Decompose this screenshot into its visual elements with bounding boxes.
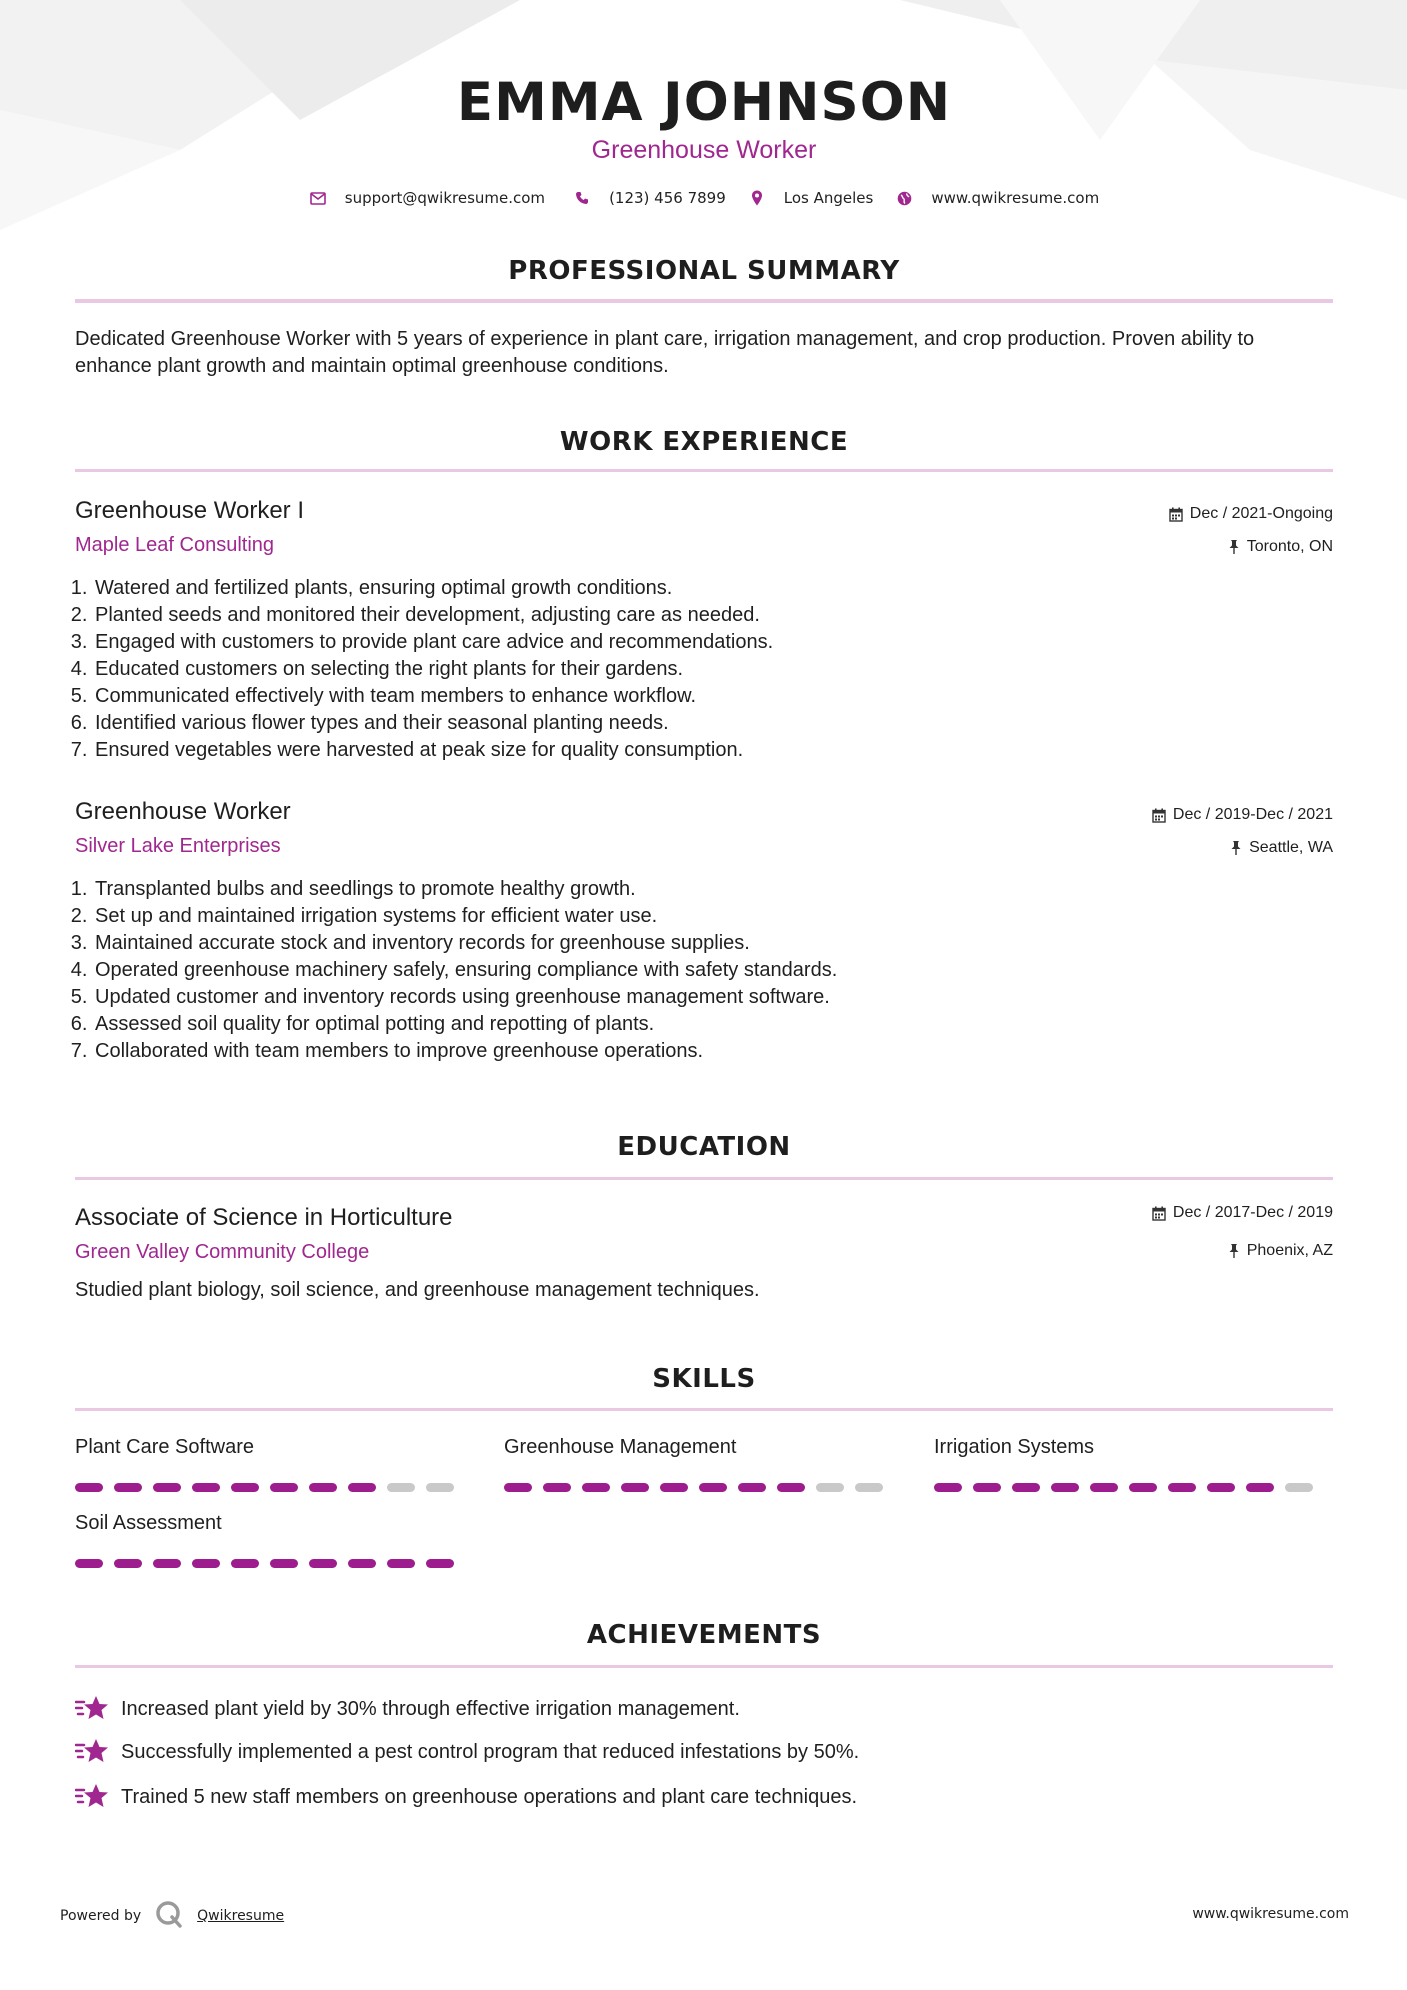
skill-label: Plant Care Software bbox=[75, 1436, 254, 1458]
achievements-heading: ACHIEVEMENTS bbox=[586, 1620, 822, 1650]
contact-website-text: www.qwikresume.com bbox=[931, 189, 1100, 207]
skill-dash-filled bbox=[1051, 1483, 1079, 1492]
duty-item: 2. Planted seeds and monitored their development, adjusting care as needed. bbox=[93, 602, 773, 629]
skill-dash-empty bbox=[387, 1483, 415, 1492]
job-2-dates bbox=[1152, 806, 1333, 824]
duty-item: 4. Educated customers on selecting the right plants for their gardens. bbox=[93, 656, 773, 683]
skill-dash-filled bbox=[387, 1559, 415, 1568]
skill-dash-filled bbox=[699, 1483, 727, 1492]
calendar-icon bbox=[1152, 808, 1166, 823]
job-1-dates bbox=[1169, 505, 1333, 523]
pushpin-icon bbox=[1230, 840, 1242, 856]
education-school: Green Valley Community College bbox=[75, 1241, 370, 1263]
contact-phone[interactable] bbox=[573, 189, 726, 207]
education-divider bbox=[75, 1177, 1333, 1180]
job-2-dates-text: Dec / 2019-Dec / 2021 bbox=[1172, 806, 1333, 823]
duty-item: 3. Engaged with customers to provide plant care advice and recommendations. bbox=[93, 629, 773, 656]
brand-link[interactable]: Qwikresume bbox=[197, 1908, 285, 1924]
experience-divider bbox=[75, 469, 1333, 472]
skill-rating bbox=[75, 1559, 454, 1568]
pushpin-icon bbox=[1228, 539, 1240, 555]
job-1-title: Greenhouse Worker I bbox=[75, 497, 304, 524]
education-heading: EDUCATION bbox=[617, 1132, 791, 1162]
qwikresume-logo-icon bbox=[155, 1900, 183, 1932]
duty-item: 1. Watered and fertilized plants, ensuring optimal growth conditions. bbox=[93, 575, 773, 602]
contact-bar bbox=[75, 189, 1333, 207]
phone-icon bbox=[573, 189, 591, 207]
skill-dash-empty bbox=[426, 1483, 454, 1492]
globe-icon bbox=[895, 189, 913, 207]
duty-item: 7. Collaborated with team members to improve greenhouse operations. bbox=[93, 1038, 837, 1065]
achievement-text: Trained 5 new staff members on greenhouse operations and plant care techniques. bbox=[121, 1785, 858, 1808]
duty-item: 5. Communicated effectively with team members to enhance workflow. bbox=[93, 683, 773, 710]
skill-dash-filled bbox=[973, 1483, 1001, 1492]
job-2-company: Silver Lake Enterprises bbox=[75, 835, 281, 857]
star-icon bbox=[75, 1782, 109, 1812]
skill-dash-filled bbox=[192, 1483, 220, 1492]
skill-dash-filled bbox=[582, 1483, 610, 1492]
education-degree: Associate of Science in Horticulture bbox=[75, 1204, 453, 1231]
duty-item: 5. Updated customer and inventory records using greenhouse management software. bbox=[93, 984, 837, 1011]
footer-website[interactable]: www.qwikresume.com bbox=[1192, 1906, 1349, 1922]
job-1-duties bbox=[75, 575, 773, 764]
achievement-item bbox=[75, 1694, 740, 1724]
skill-dash-filled bbox=[1129, 1483, 1157, 1492]
powered-by-label: Powered by bbox=[60, 1908, 142, 1924]
pushpin-icon bbox=[1228, 1243, 1240, 1259]
job-2-duties bbox=[75, 876, 837, 1065]
skill-dash-filled bbox=[1246, 1483, 1274, 1492]
skills-divider bbox=[75, 1408, 1333, 1411]
skill-dash-filled bbox=[1168, 1483, 1196, 1492]
education-location bbox=[1228, 1242, 1333, 1260]
job-1-location-text: Toronto, ON bbox=[1246, 538, 1333, 555]
skill-dash-empty bbox=[855, 1483, 883, 1492]
skills-heading: SKILLS bbox=[652, 1364, 756, 1394]
summary-text: Dedicated Greenhouse Worker with 5 years of experience in plant care, irrigation management, and crop production. Proven ability to enhance plant growth and maintain optimal greenhouse conditions. bbox=[75, 328, 1255, 377]
location-pin-icon bbox=[748, 189, 766, 207]
skill-dash-filled bbox=[1090, 1483, 1118, 1492]
contact-website[interactable] bbox=[895, 189, 1099, 207]
star-icon bbox=[75, 1694, 109, 1724]
skill-label: Soil Assessment bbox=[75, 1512, 222, 1534]
skill-dash-filled bbox=[114, 1559, 142, 1568]
skill-dash-filled bbox=[426, 1559, 454, 1568]
achievement-text: Increased plant yield by 30% through effective irrigation management. bbox=[121, 1697, 740, 1720]
skill-dash-filled bbox=[738, 1483, 766, 1492]
duty-item: 2. Set up and maintained irrigation systems for efficient water use. bbox=[93, 903, 837, 930]
achievement-item bbox=[75, 1737, 859, 1767]
skill-dash-empty bbox=[1285, 1483, 1313, 1492]
contact-phone-text: (123) 456 7899 bbox=[609, 189, 726, 207]
duty-item: 6. Assessed soil quality for optimal potting and repotting of plants. bbox=[93, 1011, 837, 1038]
skill-dash-filled bbox=[934, 1483, 962, 1492]
experience-heading: WORK EXPERIENCE bbox=[559, 427, 849, 457]
calendar-icon bbox=[1169, 507, 1183, 522]
summary-heading: PROFESSIONAL SUMMARY bbox=[508, 256, 900, 286]
job-1-dates-text: Dec / 2021-Ongoing bbox=[1189, 505, 1333, 522]
skill-dash-filled bbox=[543, 1483, 571, 1492]
contact-email[interactable] bbox=[309, 189, 545, 207]
job-2-location-text: Seattle, WA bbox=[1249, 839, 1333, 856]
skill-dash-filled bbox=[153, 1559, 181, 1568]
envelope-icon bbox=[309, 189, 327, 207]
skill-rating bbox=[75, 1483, 454, 1492]
skill-dash-empty bbox=[816, 1483, 844, 1492]
education-dates bbox=[1152, 1204, 1333, 1222]
achievements-divider bbox=[75, 1665, 1333, 1668]
duty-item: 1. Transplanted bulbs and seedlings to promote healthy growth. bbox=[93, 876, 837, 903]
achievement-text: Successfully implemented a pest control program that reduced infestations by 50%. bbox=[121, 1740, 860, 1763]
education-location-text: Phoenix, AZ bbox=[1246, 1242, 1333, 1259]
duty-item: 4. Operated greenhouse machinery safely, ensuring compliance with safety standards. bbox=[93, 957, 837, 984]
duty-item: 7. Ensured vegetables were harvested at peak size for quality consumption. bbox=[93, 737, 773, 764]
skill-dash-filled bbox=[348, 1483, 376, 1492]
skill-dash-filled bbox=[231, 1559, 259, 1568]
candidate-name: EMMA JOHNSON bbox=[456, 72, 952, 133]
contact-location-text: Los Angeles bbox=[783, 189, 874, 207]
education-description: Studied plant biology, soil science, and greenhouse management techniques. bbox=[75, 1279, 760, 1301]
duty-item: 6. Identified various flower types and their seasonal planting needs. bbox=[93, 710, 773, 737]
skill-rating bbox=[934, 1483, 1313, 1492]
skill-dash-filled bbox=[231, 1483, 259, 1492]
summary-divider bbox=[75, 299, 1333, 303]
skill-dash-filled bbox=[309, 1483, 337, 1492]
skill-label: Irrigation Systems bbox=[934, 1436, 1095, 1458]
skill-dash-filled bbox=[1207, 1483, 1235, 1492]
skill-dash-filled bbox=[348, 1559, 376, 1568]
candidate-role: Greenhouse Worker bbox=[591, 136, 817, 164]
job-2-title: Greenhouse Worker bbox=[75, 798, 291, 825]
achievement-item bbox=[75, 1782, 857, 1812]
skill-rating bbox=[504, 1483, 883, 1492]
job-1-location bbox=[1228, 538, 1333, 556]
skill-dash-filled bbox=[504, 1483, 532, 1492]
skill-label: Greenhouse Management bbox=[504, 1436, 737, 1458]
calendar-icon bbox=[1152, 1206, 1166, 1221]
job-1-company: Maple Leaf Consulting bbox=[75, 534, 275, 556]
skill-dash-filled bbox=[1012, 1483, 1040, 1492]
star-icon bbox=[75, 1737, 109, 1767]
skill-dash-filled bbox=[777, 1483, 805, 1492]
skill-dash-filled bbox=[192, 1559, 220, 1568]
skill-dash-filled bbox=[153, 1483, 181, 1492]
skill-dash-filled bbox=[270, 1559, 298, 1568]
contact-location bbox=[748, 189, 874, 207]
skill-dash-filled bbox=[309, 1559, 337, 1568]
education-dates-text: Dec / 2017-Dec / 2019 bbox=[1172, 1204, 1333, 1221]
duty-item: 3. Maintained accurate stock and inventory records for greenhouse supplies. bbox=[93, 930, 837, 957]
contact-email-text: support@qwikresume.com bbox=[344, 189, 546, 207]
skill-dash-filled bbox=[75, 1483, 103, 1492]
skill-dash-filled bbox=[660, 1483, 688, 1492]
skill-dash-filled bbox=[114, 1483, 142, 1492]
job-2-location bbox=[1230, 839, 1333, 857]
skill-dash-filled bbox=[75, 1559, 103, 1568]
footer-powered-by bbox=[60, 1900, 284, 1932]
skill-dash-filled bbox=[270, 1483, 298, 1492]
skill-dash-filled bbox=[621, 1483, 649, 1492]
